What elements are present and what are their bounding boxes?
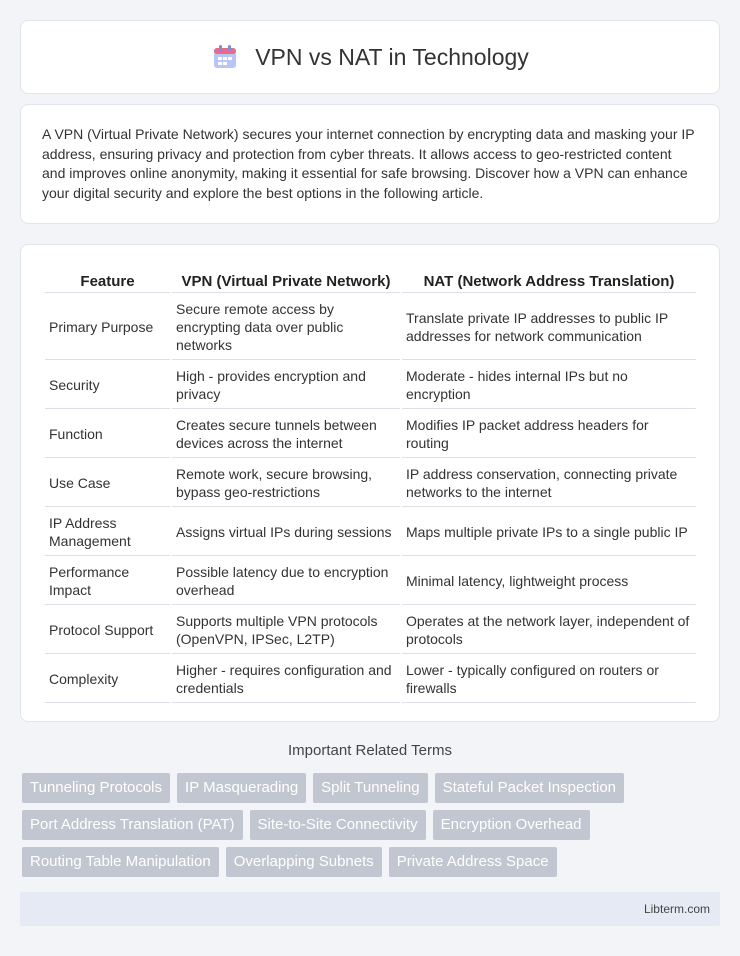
related-term-tag[interactable]: IP Masquerading xyxy=(177,773,306,803)
comparison-table xyxy=(43,265,698,705)
title-card xyxy=(20,20,720,94)
cell-feature: Function xyxy=(45,411,170,458)
table-header-row xyxy=(45,267,696,293)
header-nat: NAT (Network Address Translation) xyxy=(402,267,696,293)
cell-feature: Primary Purpose xyxy=(45,295,170,360)
cell-vpn: High - provides encryption and privacy xyxy=(172,362,400,409)
header-feature: Feature xyxy=(45,267,170,293)
related-term-tag[interactable]: Private Address Space xyxy=(389,847,557,877)
related-term-tag[interactable]: Overlapping Subnets xyxy=(226,847,382,877)
cell-vpn: Creates secure tunnels between devices across the internet xyxy=(172,411,400,458)
intro-text: A VPN (Virtual Private Network) secures your internet connection by encrypting data and masking your IP address, ensuring privacy and protection from cyber threats. It allows access to geo-restricted content and improves online anonymity, making it essential for safe browsing. Discover how a VPN can enhance your digital security and explore the best options in the following article. xyxy=(42,126,695,201)
table-row xyxy=(45,411,696,458)
cell-vpn: Higher - requires configuration and credentials xyxy=(172,656,400,703)
cell-nat: Moderate - hides internal IPs but no encryption xyxy=(402,362,696,409)
cell-vpn: Secure remote access by encrypting data over public networks xyxy=(172,295,400,360)
cell-nat: Operates at the network layer, independent of protocols xyxy=(402,607,696,654)
cell-feature: Complexity xyxy=(45,656,170,703)
related-terms-list xyxy=(22,773,722,877)
related-term-tag[interactable]: Port Address Translation (PAT) xyxy=(22,810,243,840)
related-term-tag[interactable]: Split Tunneling xyxy=(313,773,427,803)
footer-site-link[interactable]: Libterm.com xyxy=(643,902,710,916)
table-row xyxy=(45,460,696,507)
cell-vpn: Assigns virtual IPs during sessions xyxy=(172,509,400,556)
cell-nat: Modifies IP packet address headers for routing xyxy=(402,411,696,458)
cell-nat: Translate private IP addresses to public IP addresses for network communication xyxy=(402,295,696,360)
related-term-tag[interactable]: Tunneling Protocols xyxy=(22,773,170,803)
comparison-card xyxy=(20,244,720,722)
table-row xyxy=(45,509,696,556)
page-title: VPN vs NAT in Technology xyxy=(255,43,529,70)
header-vpn: VPN (Virtual Private Network) xyxy=(172,267,400,293)
table-row xyxy=(45,362,696,409)
related-term-tag[interactable]: Site-to-Site Connectivity xyxy=(250,810,426,840)
related-term-tag[interactable]: Stateful Packet Inspection xyxy=(435,773,624,803)
related-term-tag[interactable]: Routing Table Manipulation xyxy=(22,847,219,877)
cell-nat: IP address conservation, connecting private networks to the internet xyxy=(402,460,696,507)
cell-feature: Security xyxy=(45,362,170,409)
table-row xyxy=(45,656,696,703)
table-row xyxy=(45,295,696,360)
related-term-tag[interactable]: Encryption Overhead xyxy=(433,810,590,840)
cell-feature: IP Address Management xyxy=(45,509,170,556)
calendar-icon xyxy=(211,43,239,71)
related-terms-title: Important Related Terms xyxy=(288,742,452,759)
intro-card xyxy=(20,104,720,224)
cell-nat: Maps multiple private IPs to a single public IP xyxy=(402,509,696,556)
table-row xyxy=(45,607,696,654)
cell-vpn: Supports multiple VPN protocols (OpenVPN, IPSec, L2TP) xyxy=(172,607,400,654)
cell-vpn: Possible latency due to encryption overhead xyxy=(172,558,400,605)
cell-feature: Use Case xyxy=(45,460,170,507)
cell-nat: Lower - typically configured on routers or firewalls xyxy=(402,656,696,703)
cell-nat: Minimal latency, lightweight process xyxy=(402,558,696,605)
table-row xyxy=(45,558,696,605)
footer xyxy=(20,892,720,926)
cell-feature: Protocol Support xyxy=(45,607,170,654)
cell-feature: Performance Impact xyxy=(45,558,170,605)
cell-vpn: Remote work, secure browsing, bypass geo-restrictions xyxy=(172,460,400,507)
